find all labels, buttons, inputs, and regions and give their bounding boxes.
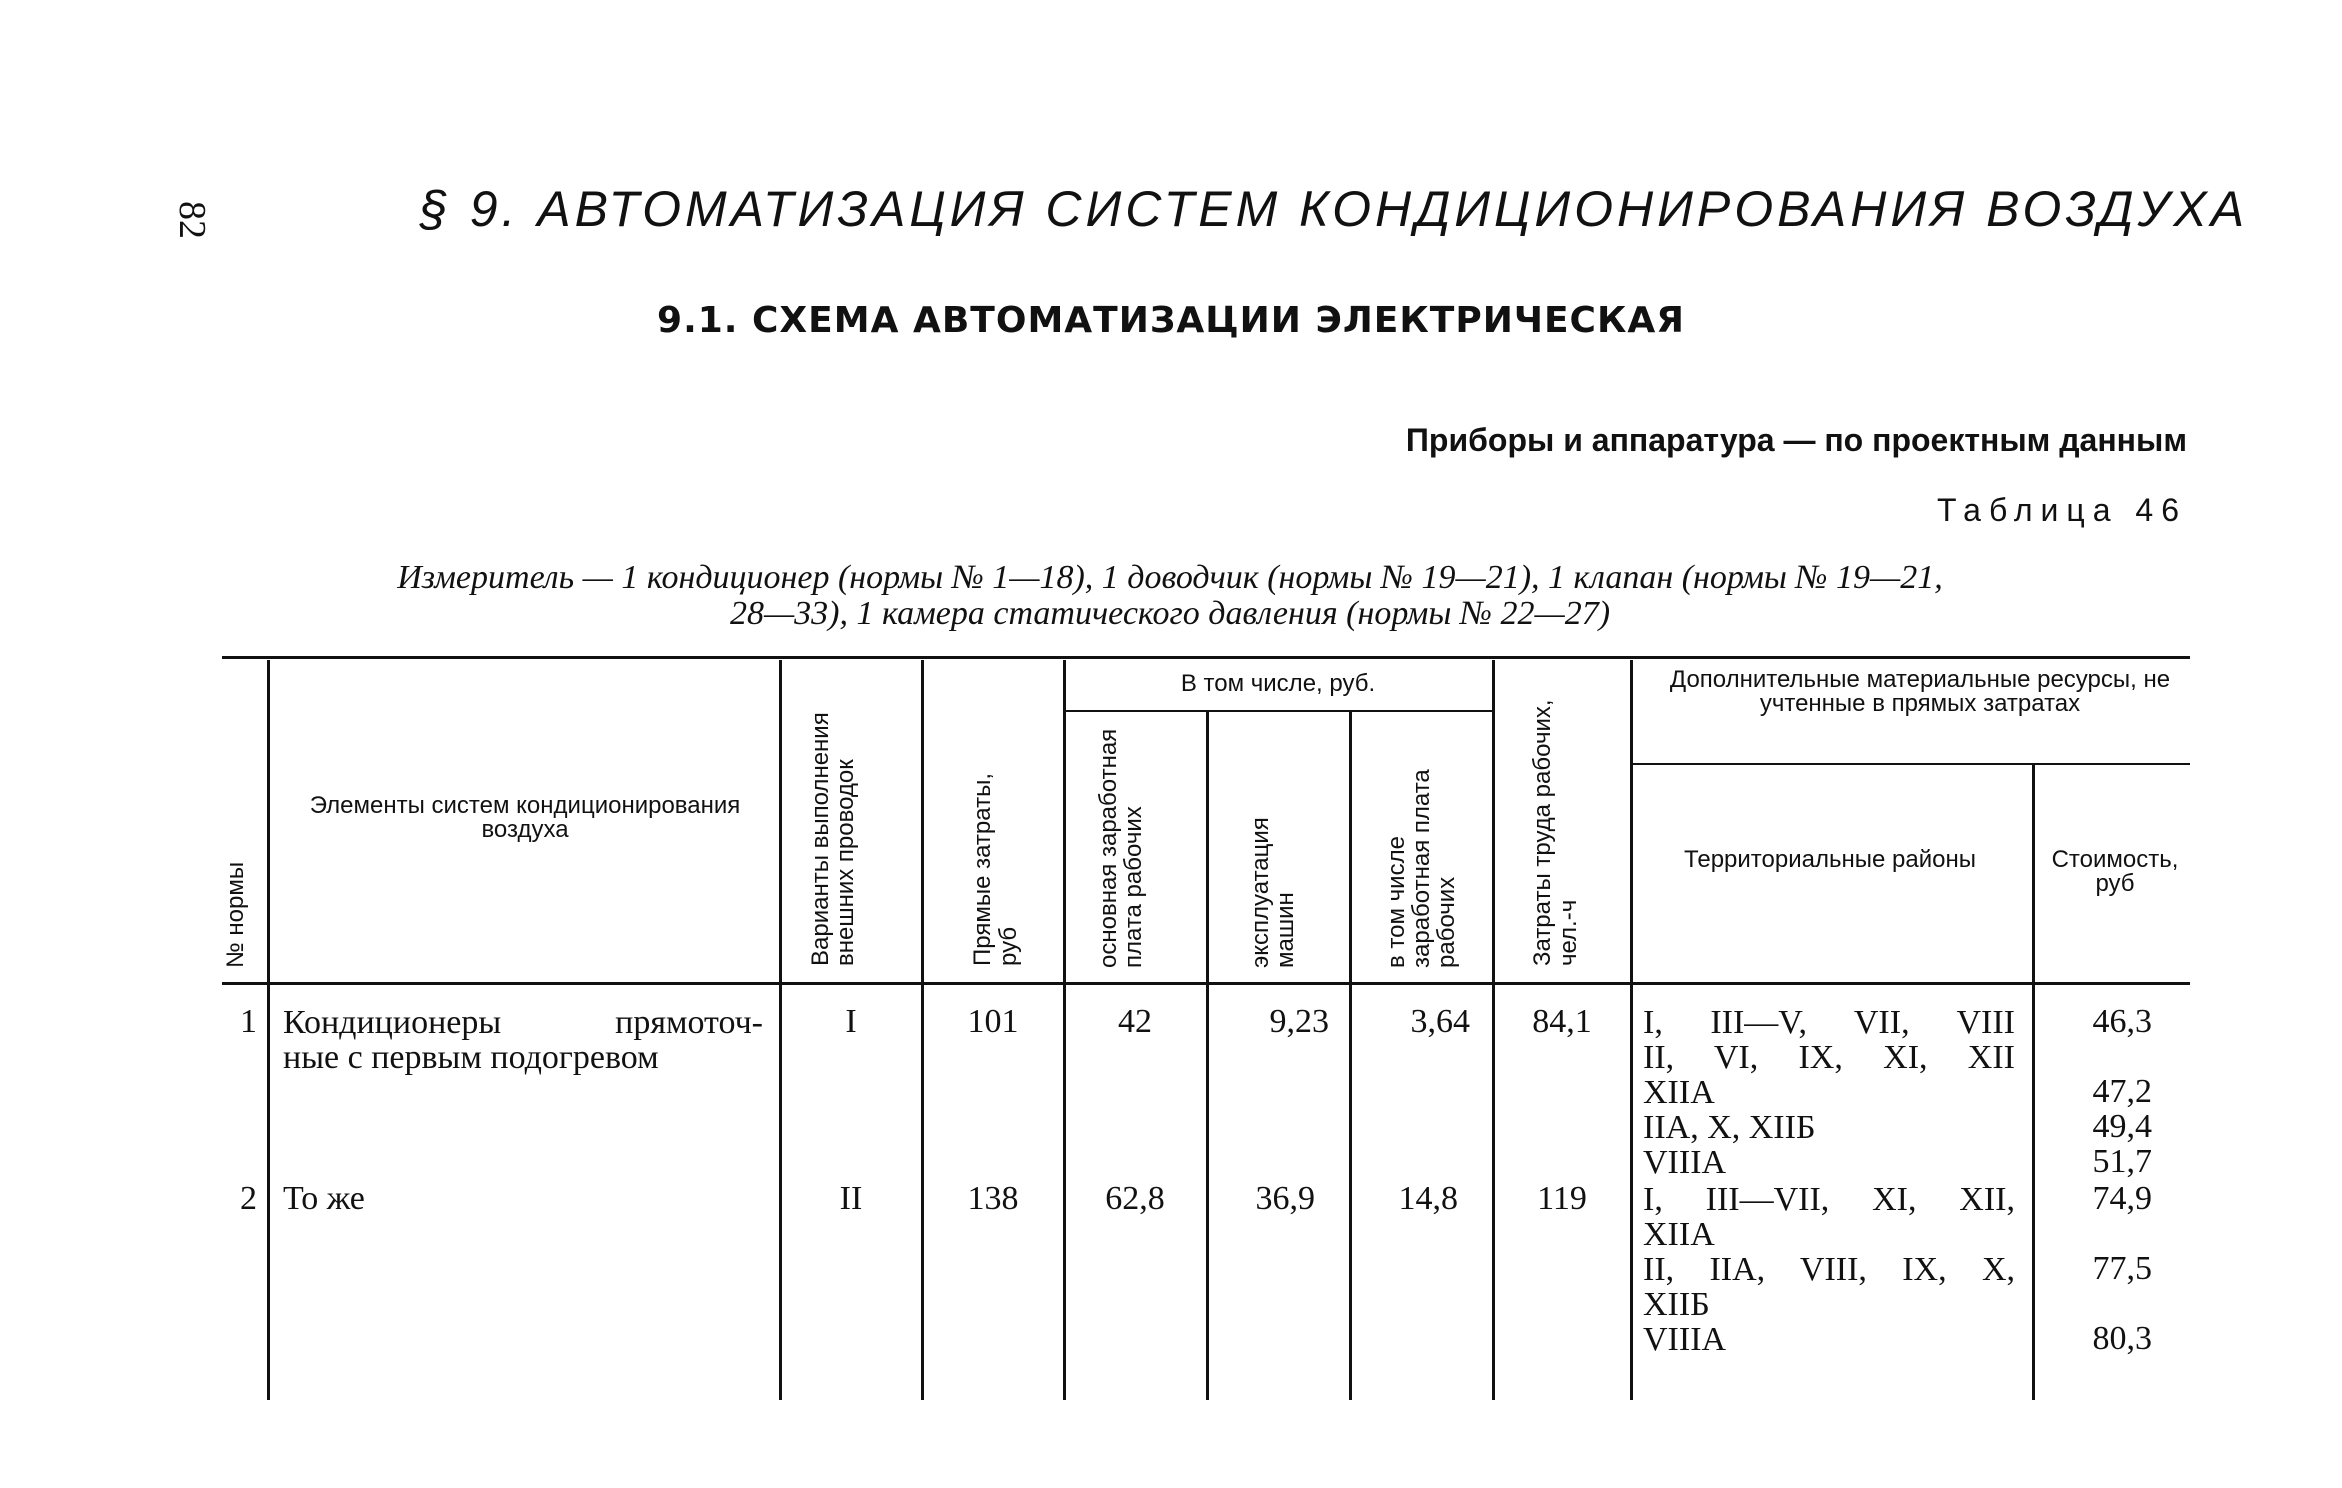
header-sub-rule-additional [1630, 763, 2190, 765]
region-cost: 80,3 [2092, 1320, 2152, 1357]
labor: 119 [1537, 1180, 1587, 1217]
wages: 62,8 [1105, 1180, 1165, 1217]
header-direct-costs: Прямые затраты, руб [969, 773, 1022, 966]
equipment-note: Приборы и аппаратура — по проектным данным [1405, 422, 2187, 458]
variant: I [845, 1003, 857, 1040]
header-machines: эксплуатация машин [1247, 817, 1299, 968]
meter-line-1: Измеритель — 1 кондиционер (нормы № 1—18), 1 доводчик (нормы № 19—21), 1 клапан (нормы № 19—21, [397, 559, 1943, 596]
col-rule [1206, 712, 1209, 1400]
col-rule [267, 660, 270, 1400]
norm-number: 2 [240, 1180, 257, 1217]
header-variants: Варианты выполнения внешних проводок [807, 712, 859, 966]
region-cost: 49,4 [2092, 1108, 2152, 1145]
subsection-title: 9.1. СХЕМА АВТОМАТИЗАЦИИ ЭЛЕКТРИЧЕСКАЯ [657, 300, 1685, 341]
region-entry: I, III—V, VII, VIII II, VI, IX, XI, XII XIIA IIA, X, XIIБ VIIIA [1643, 1004, 2015, 1181]
header-cost: Стоимость, руб [2051, 846, 2179, 897]
table-label: Таблица 46 [1937, 492, 2187, 528]
page-number: 82 [171, 201, 213, 239]
header-machine-wages: в том числе заработная плата рабочих [1383, 769, 1460, 968]
region-entry: I, III—VII, XI, XII, XIIA II, IIA, VIII, IX, X, XIIБ VIIIA [1643, 1181, 2015, 1358]
region-cost: 47,2 [2092, 1073, 2152, 1110]
direct-costs: 101 [967, 1003, 1019, 1040]
element-name: Кондиционеры прямоточ- ные с первым подогревом [283, 1004, 763, 1076]
region-cost: 51,7 [2092, 1143, 2152, 1180]
header-additional: Дополнительные материальные ресурсы, не учтенные в прямых затратах [1669, 666, 2171, 717]
section-title: § 9. АВТОМАТИЗАЦИЯ СИСТЕМ КОНДИЦИОНИРОВАНИЯ ВОЗДУХА [420, 181, 2249, 237]
direct-costs: 138 [967, 1180, 1019, 1217]
col-rule [1349, 712, 1352, 1400]
table-top-rule [222, 656, 2190, 659]
header-wages: основная заработная плата рабочих [1095, 728, 1147, 968]
machines: 36,9 [1255, 1180, 1315, 1217]
machine-wages: 14,8 [1398, 1180, 1458, 1217]
region-cost: 74,9 [2092, 1180, 2152, 1217]
meter-line-2: 28—33), 1 камера статического давления (нормы № 22—27) [729, 595, 1611, 632]
header-sub-rule-including [1065, 710, 1492, 712]
meter-description [220, 560, 2120, 632]
variant: II [839, 1180, 863, 1217]
col-rule [1630, 660, 1633, 1400]
header-elements: Элементы систем кондиционирования воздуха [309, 792, 741, 843]
machines: 9,23 [1269, 1003, 1329, 1040]
header-including: В том числе, руб. [1180, 670, 1376, 697]
col-rule [2032, 765, 2035, 1400]
labor: 84,1 [1532, 1003, 1592, 1040]
element-name: То же [283, 1180, 365, 1217]
machine-wages: 3,64 [1410, 1003, 1470, 1040]
header-labor: Затраты труда рабочих, чел.-ч [1529, 699, 1582, 966]
norm-number: 1 [240, 1003, 257, 1040]
header-regions: Территориальные районы [1684, 846, 1976, 873]
header-norm-no: № нормы [222, 861, 249, 968]
region-cost: 46,3 [2092, 1003, 2152, 1040]
wages: 42 [1118, 1003, 1152, 1040]
region-cost: 77,5 [2092, 1250, 2152, 1287]
